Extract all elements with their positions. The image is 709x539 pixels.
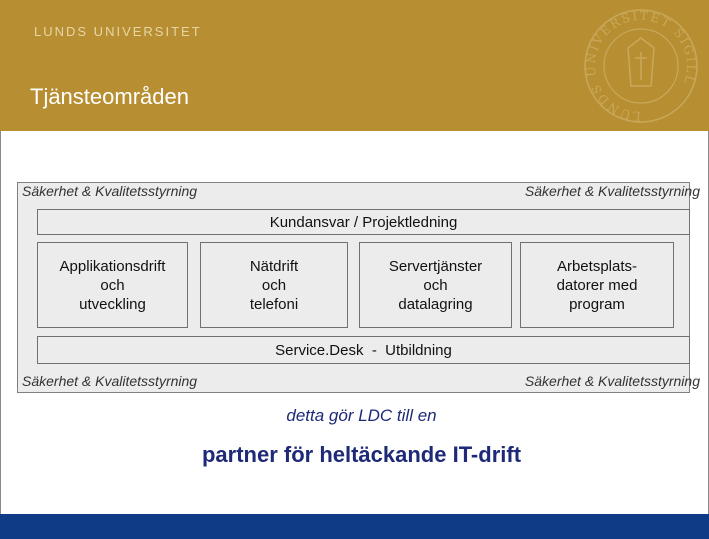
service-desk-label: Service.Desk - Utbildning [275,342,452,359]
service-box-workstations [520,242,674,328]
corner-label-bottom-right: Säkerhet & Kvalitetsstyrning [524,373,700,389]
service-label-applications: Applikationsdrift och utveckling [59,257,166,313]
service-label-servers: Servertjänster och datalagring [388,257,483,313]
corner-label-bottom-left: Säkerhet & Kvalitetsstyrning [22,373,198,389]
service-box-applications [37,242,188,328]
service-label-network: Nätdrift och telefoni [249,257,299,313]
page-title: Tjänsteområden [30,84,189,109]
service-box-network [200,242,348,328]
tagline: detta gör LDC till en [286,406,437,425]
footer-band [0,514,709,539]
corner-label-top-left: Säkerhet & Kvalitetsstyrning [22,183,198,199]
service-desk-bar [37,336,690,364]
header-band [0,0,709,131]
service-box-servers [359,242,512,328]
project-management-bar [37,209,690,235]
project-management-label: Kundansvar / Projektledning [269,214,458,231]
seal-text: LUNDS UNIVERSITET SIGILL [583,8,699,124]
partner-statement: partner för heltäckande IT-drift [201,442,522,467]
service-label-workstations: Arbetsplats- datorer med program [556,257,638,313]
corner-label-top-right: Säkerhet & Kvalitetsstyrning [524,183,700,199]
university-seal-icon [578,8,704,126]
university-name: LUNDS UNIVERSITET [34,24,202,39]
